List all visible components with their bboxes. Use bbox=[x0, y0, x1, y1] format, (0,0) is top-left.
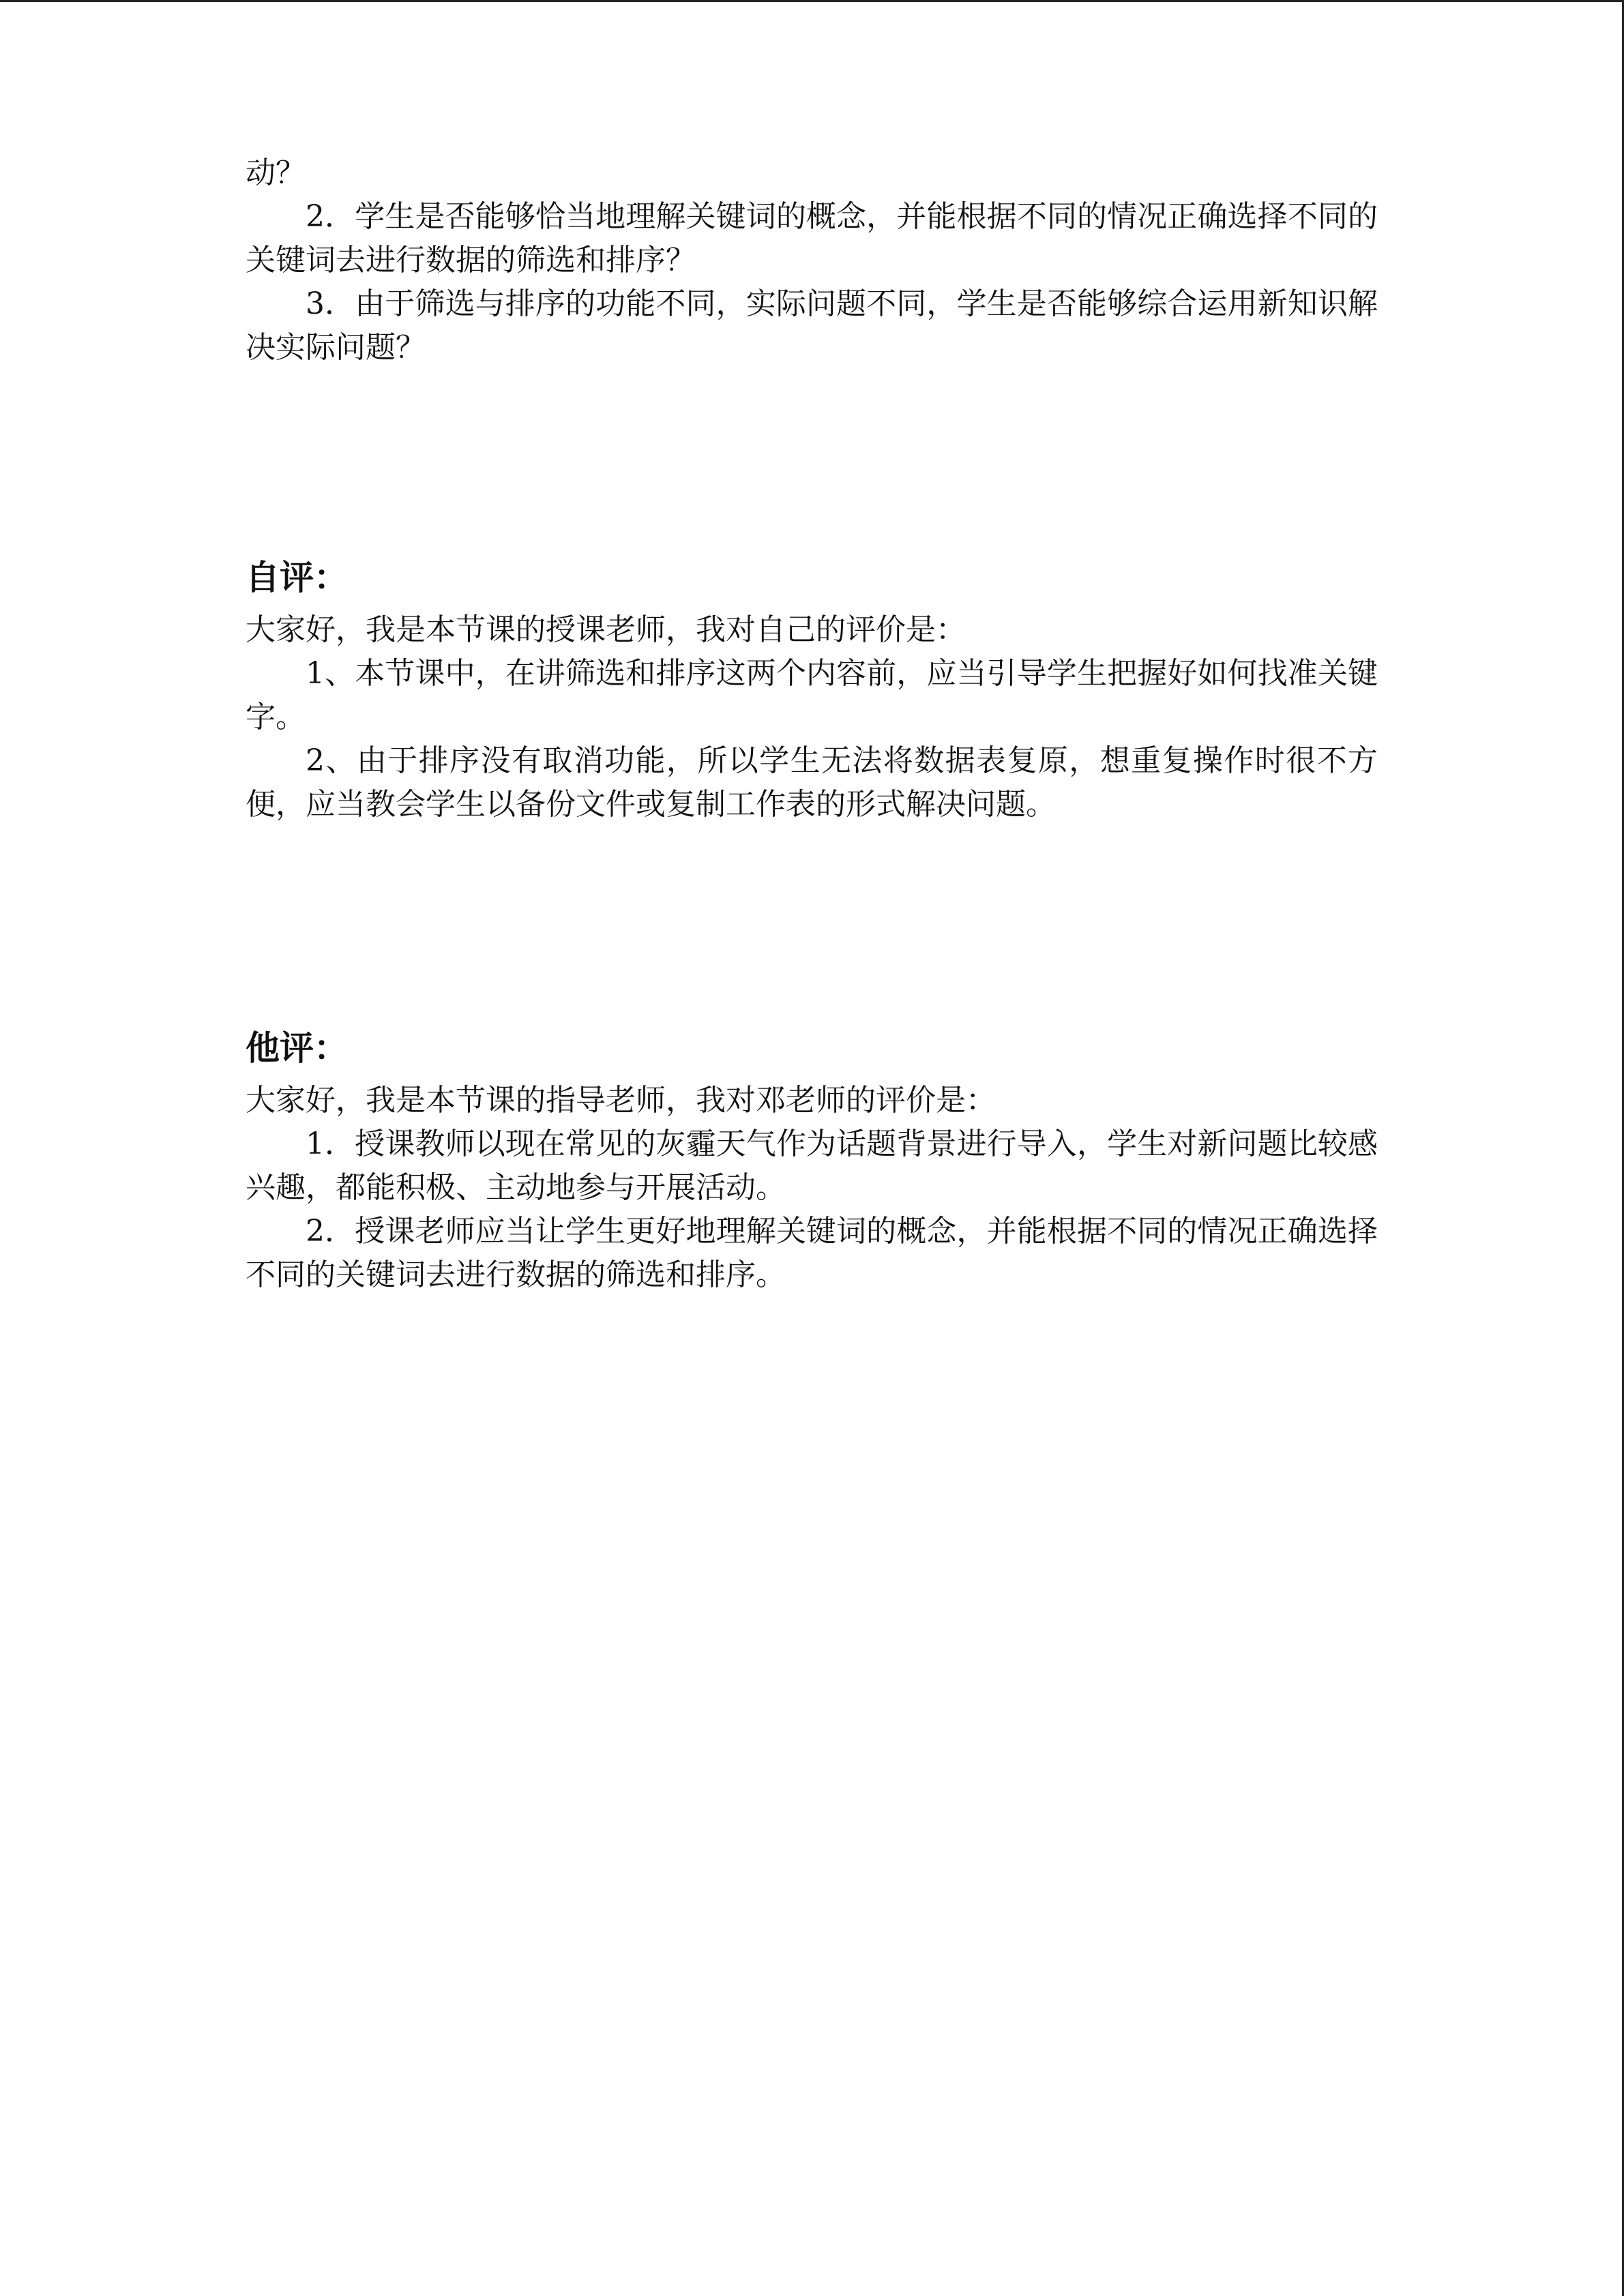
question-3: 3．由于筛选与排序的功能不同，实际问题不同，学生是否能够综合运用新知识解决实际问题？ bbox=[246, 286, 1378, 365]
self-review-section bbox=[246, 554, 1378, 826]
continued-line: 动？ bbox=[246, 155, 306, 190]
question-2: 2．学生是否能够恰当地理解关键词的概念，并能根据不同的情况正确选择不同的关键词去进行数据的筛选和排序？ bbox=[246, 199, 1378, 278]
self-review-title: 自评： bbox=[246, 558, 348, 597]
peer-review-item-1: 1．授课教师以现在常见的灰霾天气作为话题背景进行导入，学生对新问题比较感兴趣，都能积极、主动地参与开展活动。 bbox=[246, 1127, 1378, 1205]
peer-review-intro: 大家好，我是本节课的指导老师，我对邓老师的评价是： bbox=[246, 1083, 996, 1118]
peer-review-item-2: 2．授课老师应当让学生更好地理解关键词的概念，并能根据不同的情况正确选择不同的关键词去进行数据的筛选和排序。 bbox=[246, 1214, 1378, 1292]
self-review-intro: 大家好，我是本节课的授课老师，我对自己的评价是： bbox=[246, 612, 966, 647]
page-top-border bbox=[0, 0, 1624, 2]
self-review-item-2: 2、由于排序没有取消功能，所以学生无法将数据表复原，想重复操作时很不方便，应当教会学生以备份文件或复制工作表的形式解决问题。 bbox=[246, 743, 1378, 822]
peer-review-title: 他评： bbox=[246, 1028, 348, 1068]
peer-review-section bbox=[246, 1024, 1378, 1297]
continued-questions-block bbox=[246, 151, 1378, 370]
self-review-item-1: 1、本节课中，在讲筛选和排序这两个内容前，应当引导学生把握好如何找准关键字。 bbox=[246, 656, 1378, 734]
